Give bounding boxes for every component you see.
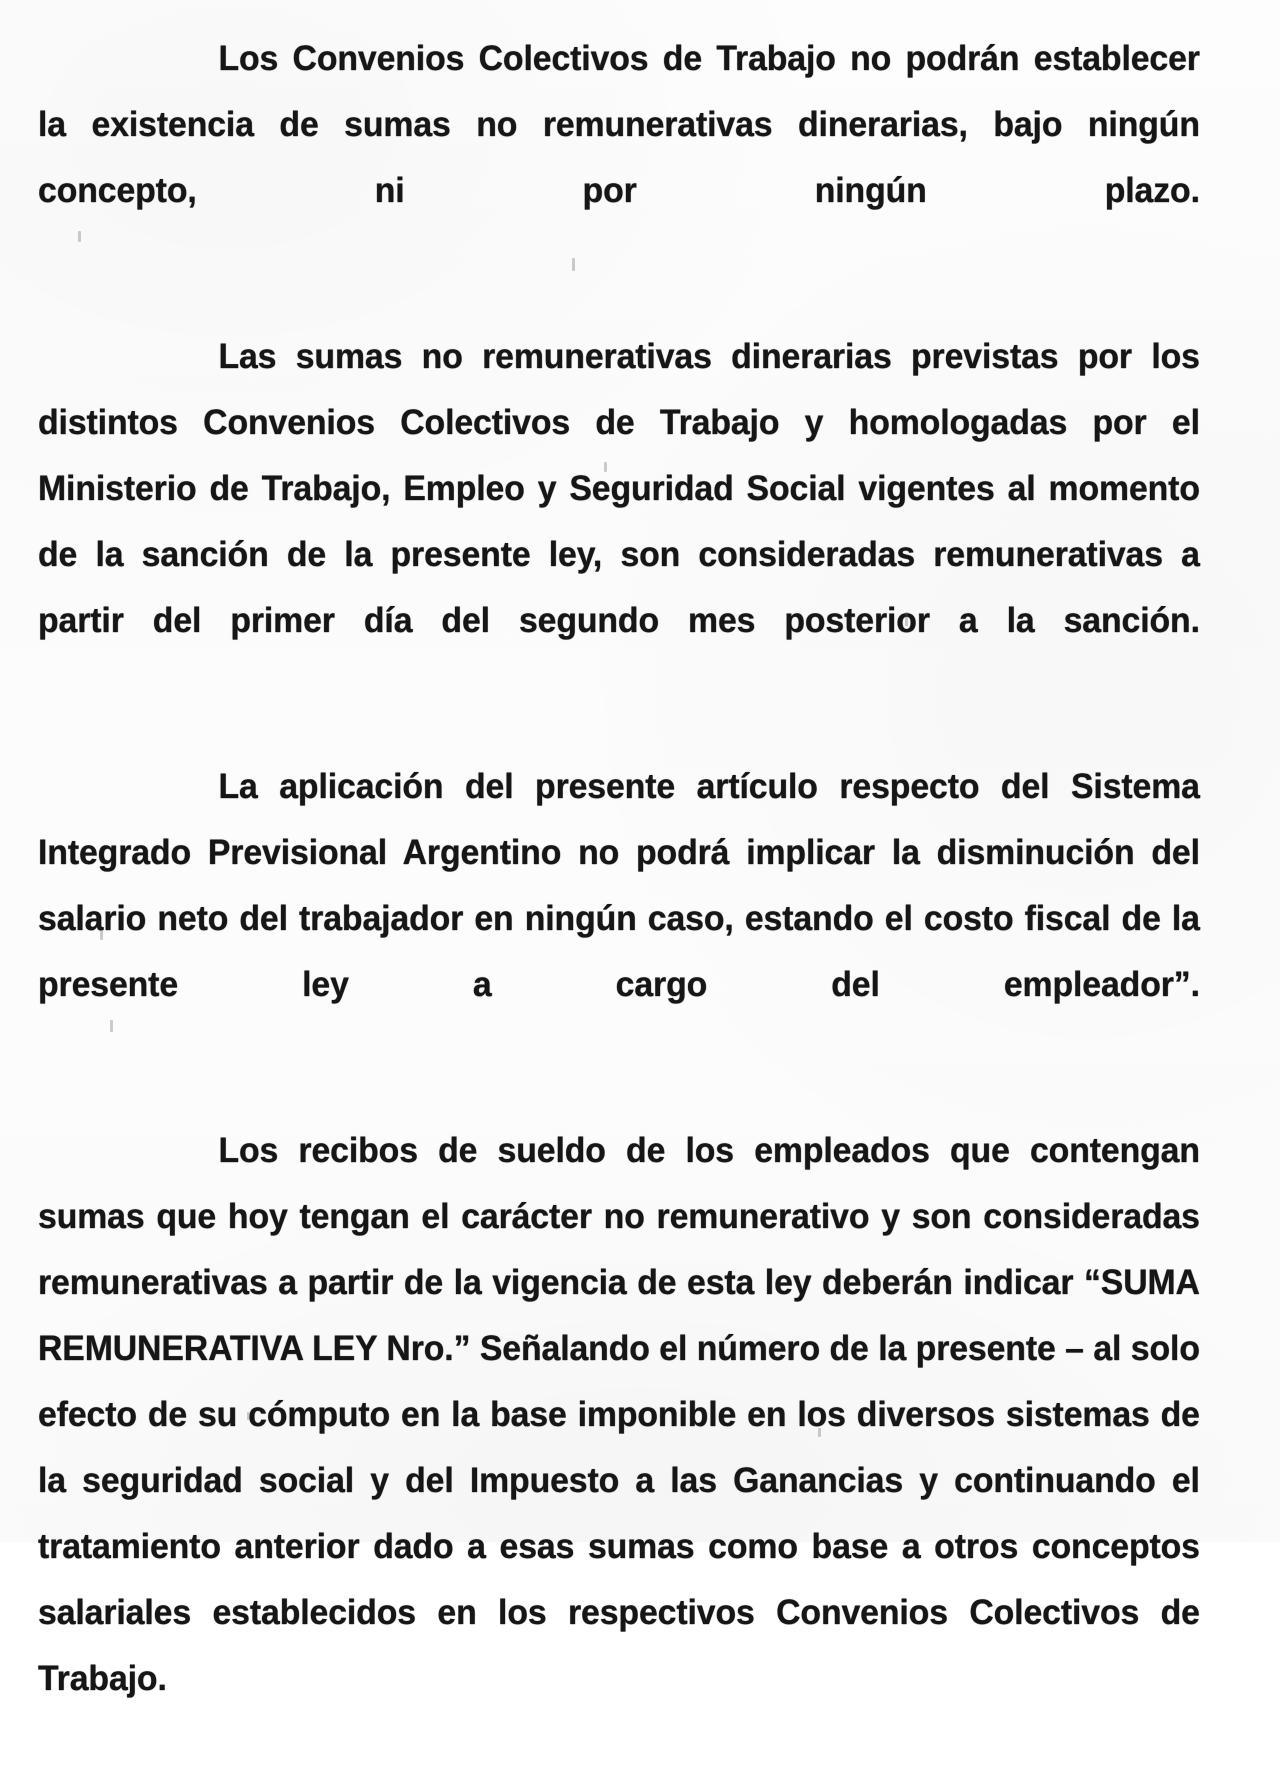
paragraph-3: La aplicación del presente artículo respecto del Sistema Integrado Previsional Argentino no podrá implicar la disminución del salario neto del trabajador en ningún caso, estando el costo fiscal de la presente ley a cargo del empleador”. [38, 767, 1200, 1004]
paragraph-2: Las sumas no remunerativas dinerarias previstas por los distintos Convenios Colectivos de Trabajo y homologadas por el Ministerio de Trabajo, Empleo y Seguridad Social vigentes al momento de la sanción de la presente ley, son consideradas remunerativas a partir del primer día del segundo mes posterior a la sanción. [38, 337, 1200, 640]
document-text-body [38, 26, 1242, 1778]
paragraph-1: Los Convenios Colectivos de Trabajo no podrán establecer la existencia de sumas no remunerativas dinerarias, bajo ningún concepto, ni por ningún plazo. [38, 39, 1200, 210]
paragraph-4: Los recibos de sueldo de los empleados que contengan sumas que hoy tengan el carácter no remunerativo y son consideradas remunerativas a partir de la vigencia de esta ley deberán indicar “SUMA REMUNERATIVA LEY Nro.” Señalando el número de la presente – al solo efecto de su cómputo en la base imponible en los diversos sistemas de la seguridad social y del Impuesto a las Ganancias y continuando el tratamiento anterior dado a esas sumas como base a otros conceptos salariales establecidos en los respectivos Convenios Colectivos de Trabajo. [38, 1131, 1200, 1698]
